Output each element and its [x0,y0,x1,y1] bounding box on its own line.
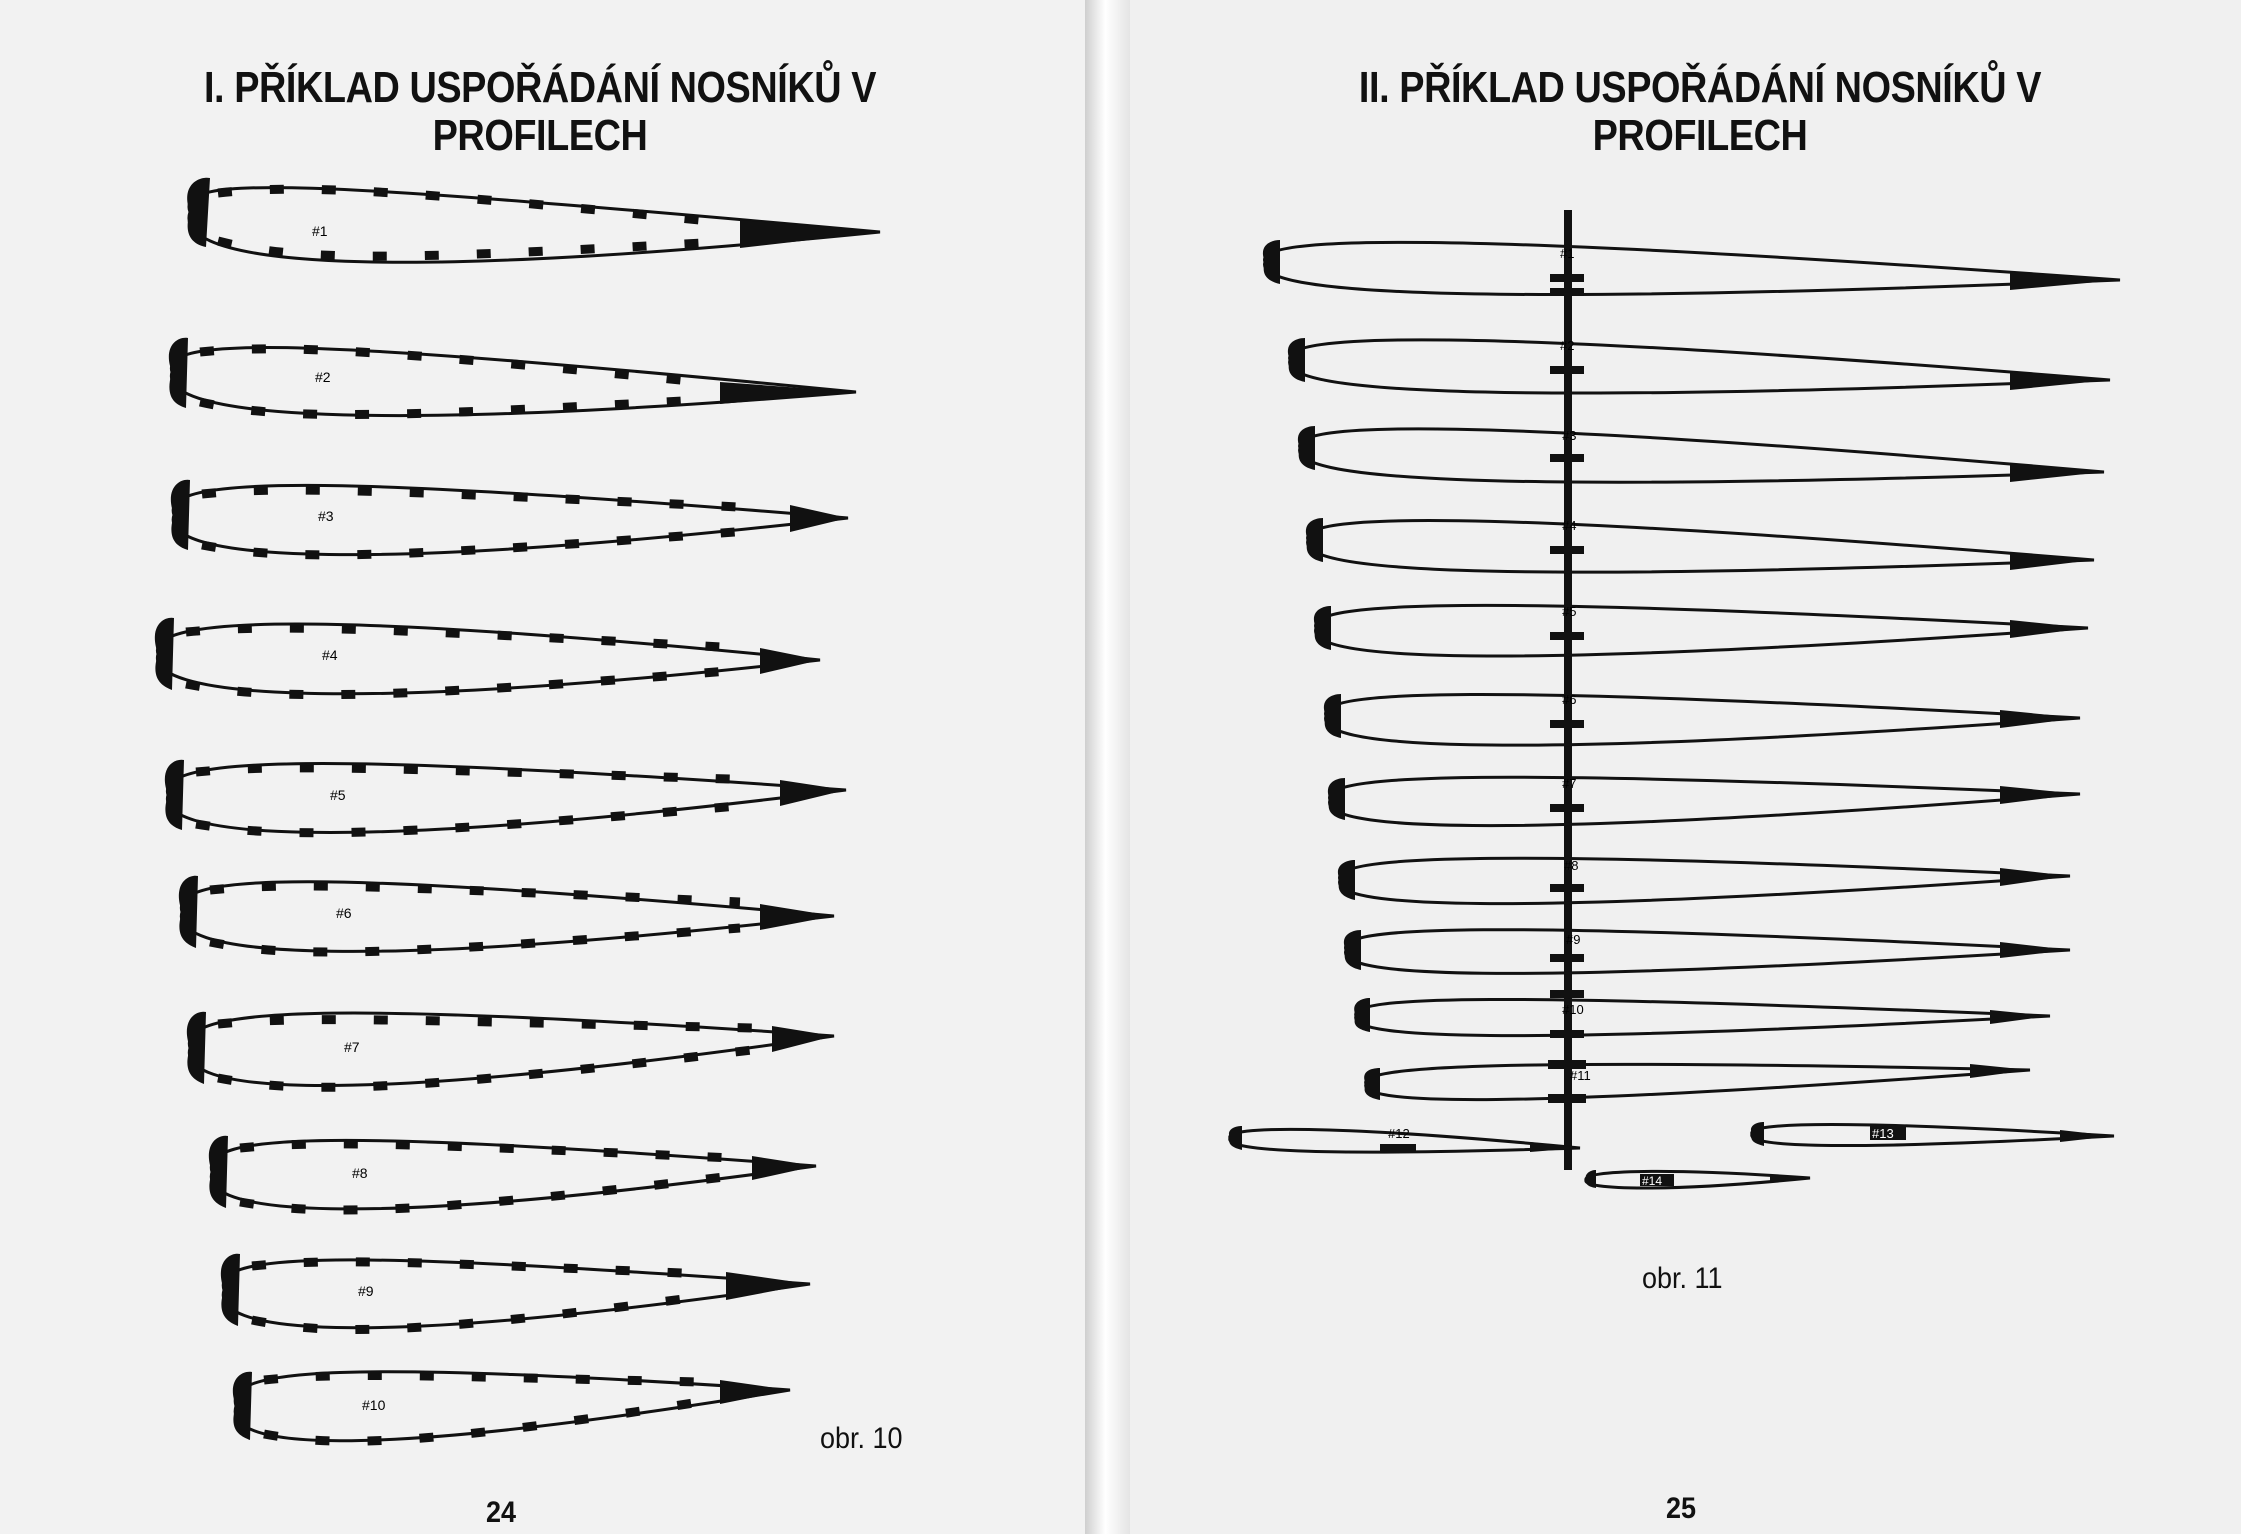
profile-7-label: #7 [344,1039,360,1055]
book-gutter [1085,0,1130,1534]
profile-r8-label: #8 [1564,858,1579,873]
profile-3-label: #3 [318,508,334,524]
left-page-number: 24 [486,1496,517,1529]
profile-r7 [1328,776,2080,826]
profile-r9 [1344,930,2070,974]
profile-r6 [1324,692,2080,745]
profile-r12-label: #12 [1388,1126,1410,1141]
profile-r12 [1229,1126,1580,1152]
profile-10 [233,1372,790,1442]
profile-9 [221,1254,810,1330]
profile-r2-label: #2 [1560,338,1575,353]
profile-8 [209,1136,816,1210]
profile-r7-label: #7 [1562,776,1577,791]
profile-7 [187,1012,834,1088]
figure-11 [1130,0,2241,1534]
profile-r14 [1586,1170,1810,1188]
left-page [0,0,1085,1534]
profile-4-label: #4 [322,647,338,663]
profile-r1-label: #1 [1560,246,1575,261]
profile-r4-label: #4 [1562,518,1577,533]
profile-4 [155,618,820,695]
profile-r10 [1354,990,2050,1038]
right-title-line2: PROFILECH [1592,111,1808,160]
right-title-line1: II. PŘÍKLAD USPOŘÁDÁNÍ NOSNÍKŮ V [1358,63,2042,112]
profile-r6-label: #6 [1562,692,1577,707]
profile-r11-label: #11 [1570,1068,1591,1083]
profile-r3-label: #3 [1562,428,1577,443]
profile-r3 [1298,426,2104,482]
profile-r11 [1364,1060,2030,1103]
figure-10 [0,0,1085,1534]
profile-r5 [1314,604,2088,656]
profile-r13-label: #13 [1872,1126,1894,1141]
left-title-line2: PROFILECH [432,111,648,160]
profile-6-label: #6 [336,905,352,921]
profile-r1 [1263,240,2120,296]
profile-8-label: #8 [352,1165,368,1181]
right-page-number: 25 [1666,1492,1697,1525]
profile-1 [187,178,880,263]
profile-5 [165,760,846,833]
profile-3 [171,480,848,555]
profile-r14-label: #14 [1642,1174,1663,1188]
profile-r9-label: #9 [1566,932,1581,947]
right-page [1130,0,2241,1534]
profile-2 [169,338,856,416]
profile-r4 [1306,518,2094,572]
profile-r13 [1751,1122,2114,1146]
profile-5-label: #5 [330,787,346,803]
profile-10-label: #10 [362,1397,386,1413]
profile-r8 [1338,858,2070,904]
profile-6 [179,876,834,952]
profile-r5-label: #5 [1562,604,1577,619]
profile-2-label: #2 [315,369,331,385]
left-title-line1: I. PŘÍKLAD USPOŘÁDÁNÍ NOSNÍKŮ V [203,63,877,112]
profile-9-label: #9 [358,1283,374,1299]
profile-r10-label: #10 [1562,1002,1584,1017]
figure-10-caption: obr. 10 [820,1422,903,1455]
profile-r2 [1288,338,2110,393]
spar-centerline [1564,210,1572,1170]
profile-1-label: #1 [312,223,328,239]
figure-11-caption: obr. 11 [1642,1262,1723,1295]
